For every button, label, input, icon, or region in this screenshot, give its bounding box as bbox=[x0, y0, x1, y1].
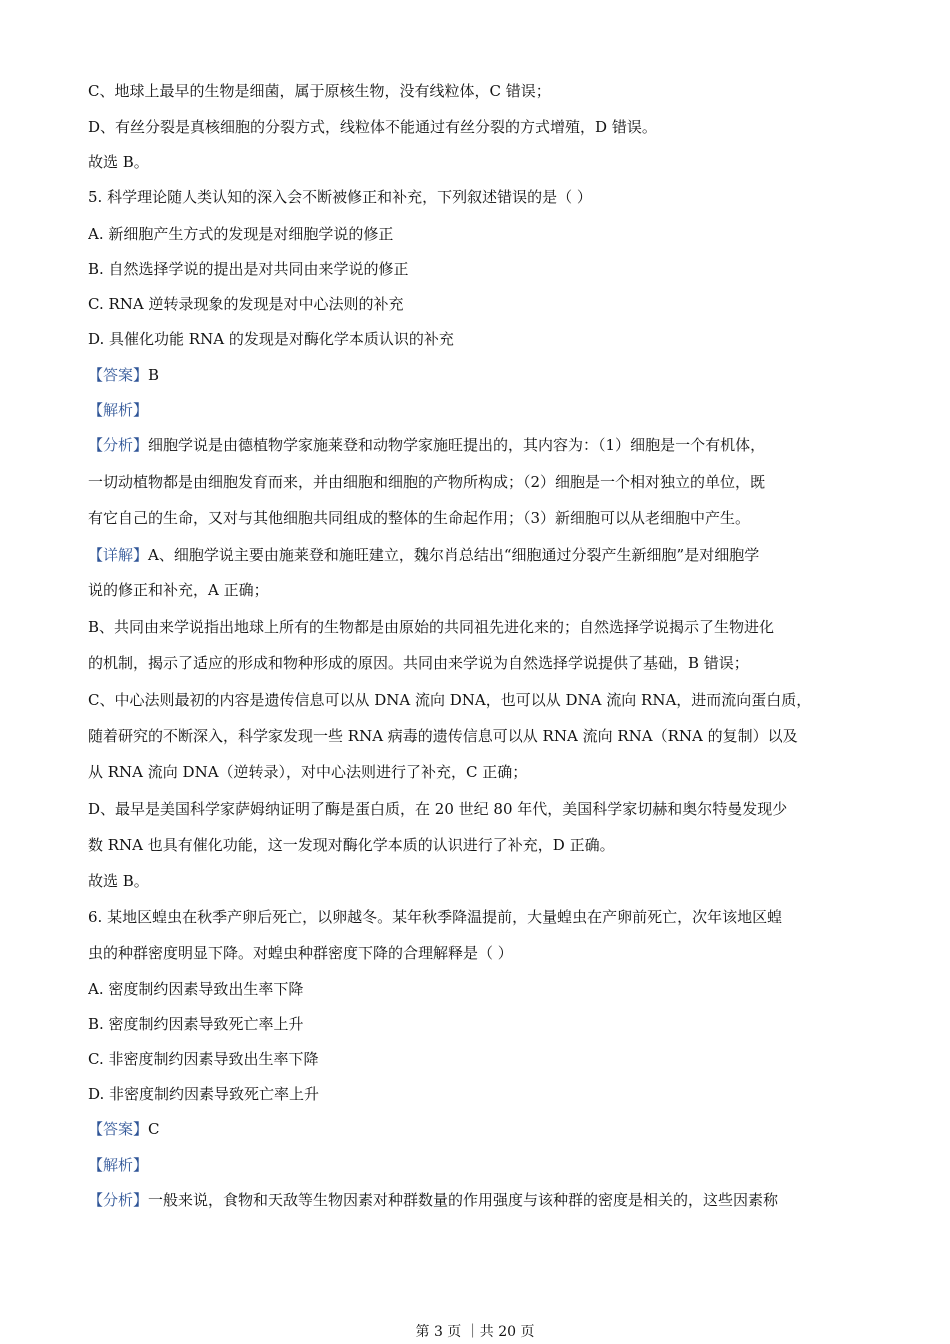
question-stem-text: 的是（ ） bbox=[527, 188, 592, 206]
answer-line bbox=[88, 1119, 863, 1139]
text-line: 故选 B。 bbox=[88, 153, 149, 171]
answer-tag: 【答案】 bbox=[88, 1120, 149, 1138]
analysis-tag: 【解析】 bbox=[88, 1156, 149, 1174]
fenxi-tag: 【分析】 bbox=[88, 436, 149, 454]
option-a: A. 新细胞产生方式的发现是对细胞学说的修正 bbox=[88, 225, 394, 243]
analysis-tag: 【解析】 bbox=[88, 401, 149, 419]
option-c: C. 非密度制约因素导致出生率下降 bbox=[88, 1050, 319, 1068]
question-5-stem bbox=[88, 187, 863, 207]
option-b: B. 自然选择学说的提出是对共同由来学说的修正 bbox=[88, 260, 409, 278]
emphasis-char: 误 bbox=[512, 188, 528, 206]
text-line: C、地球上最早的生物是细菌，属于原核生物，没有线粒体，C 错误； bbox=[88, 82, 551, 100]
text-line: B、共同由来学说指出地球上所有的生物都是由原始的共同祖先进化来的；自然选择学说揭示了生物进化 bbox=[88, 618, 775, 636]
text-line: 虫的种群密度明显下降。对蝗虫种群密度下降的合理解释是（ ） bbox=[88, 944, 513, 962]
text-line: 故选 B。 bbox=[88, 872, 149, 890]
analysis-heading bbox=[88, 400, 863, 420]
text-line: 有它自己的生命，又对与其他细胞共同组成的整体的生命起作用；（3）新细胞可以从老细胞中产生。 bbox=[88, 509, 751, 527]
xiangjie-tag: 【详解】 bbox=[88, 546, 149, 564]
text-line: 一切动植物都是由细胞发育而来，并由细胞和细胞的产物所构成；（2）细胞是一个相对独立的单位，既 bbox=[88, 473, 766, 491]
text-line: 的机制，揭示了适应的形成和物种形成的原因。共同由来学说为自然选择学说提供了基础，B 错误； bbox=[88, 654, 749, 672]
question-6-stem: 6. 某地区蝗虫在秋季产卵后死亡，以卵越冬。某年秋季降温提前，大量蝗虫在产卵前死亡，次年该地区蝗 bbox=[88, 908, 783, 926]
xiangjie-text: A、细胞学说主要由施莱登和施旺建立，魏尔肖总结出“细胞通过分裂产生新细胞”是对细胞学 bbox=[148, 546, 760, 564]
text-line: D、有丝分裂是真核细胞的分裂方式，线粒体不能通过有丝分裂的方式增殖，D 错误。 bbox=[88, 118, 657, 136]
analysis-line bbox=[88, 435, 863, 455]
answer-value: B bbox=[148, 366, 160, 384]
option-d: D. 非密度制约因素导致死亡率上升 bbox=[88, 1085, 320, 1103]
fenxi-text: 一般来说，食物和天敌等生物因素对种群数量的作用强度与该种群的密度是相关的，这些因素称 bbox=[148, 1191, 779, 1209]
option-c: C. RNA 逆转录现象的发现是对中心法则的补充 bbox=[88, 295, 404, 313]
option-b: B. 密度制约因素导致死亡率上升 bbox=[88, 1015, 304, 1033]
answer-tag: 【答案】 bbox=[88, 366, 149, 384]
detail-line bbox=[88, 545, 863, 565]
analysis-line bbox=[88, 1190, 863, 1210]
page-footer: 第 3 页 ｜共 20 页 bbox=[415, 1324, 535, 1340]
answer-value: C bbox=[148, 1120, 160, 1138]
text-line: 从 RNA 流向 DNA（逆转录），对中心法则进行了补充，C 正确； bbox=[88, 763, 528, 781]
option-d: D. 具催化功能 RNA 的发现是对酶化学本质认识的补充 bbox=[88, 330, 454, 348]
text-line: C、中心法则最初的内容是遗传信息可以从 DNA 流向 DNA，也可以从 DNA 流向 RNA，进而流向蛋白质， bbox=[88, 691, 812, 709]
emphasis-char: 错 bbox=[497, 188, 513, 206]
option-a: A. 密度制约因素导致出生率下降 bbox=[88, 980, 304, 998]
question-stem-text: 5. 科学理论随人类认知的深入会不断被修正和补充，下列叙述 bbox=[88, 188, 498, 206]
text-line: 数 RNA 也具有催化功能，这一发现对酶化学本质的认识进行了补充，D 正确。 bbox=[88, 836, 615, 854]
fenxi-text: 细胞学说是由德植物学家施莱登和动物学家施旺提出的，其内容为：（1）细胞是一个有机体， bbox=[148, 436, 766, 454]
fenxi-tag: 【分析】 bbox=[88, 1191, 149, 1209]
text-line: 说的修正和补充，A 正确； bbox=[88, 581, 269, 599]
text-line: 随着研究的不断深入，科学家发现一些 RNA 病毒的遗传信息可以从 RNA 流向 RNA（RNA 的复制）以及 bbox=[88, 727, 798, 745]
answer-line bbox=[88, 365, 863, 385]
analysis-heading bbox=[88, 1155, 863, 1175]
text-line: D、最早是美国科学家萨姆纳证明了酶是蛋白质，在 20 世纪 80 年代，美国科学家切赫和奥尔特曼发现少 bbox=[88, 800, 788, 818]
